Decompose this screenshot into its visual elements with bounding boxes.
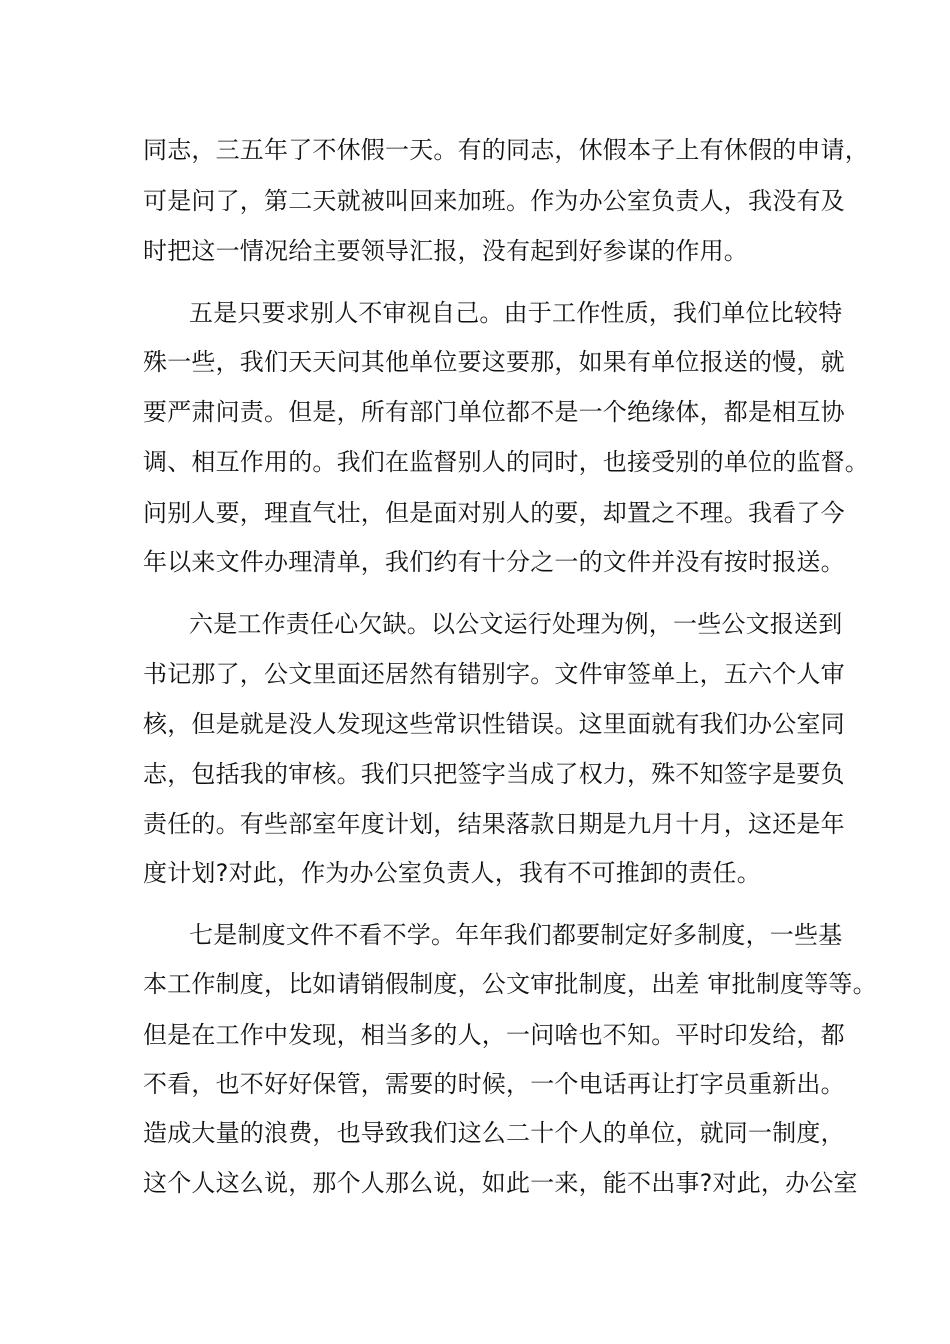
text-line-1: 同志，三五年了不休假一天。有的同志，休假本子上有休假的申请， bbox=[143, 136, 869, 164]
paragraph-6-first-line: 六是工作责任心欠缺。以公文运行处理为例，一些公文报送到 bbox=[189, 610, 843, 638]
text-line-6: 要严肃问责。但是，所有部门单位都不是一个绝缘体，都是相互协 bbox=[143, 398, 845, 426]
paragraph-5-first-line: 五是只要求别人不审视自己。由于工作性质，我们单位比较特 bbox=[189, 299, 843, 327]
text-line-15: 度计划?对此，作为办公室负责人，我有不可推卸的责任。 bbox=[143, 859, 761, 887]
text-line-19: 不看，也不好好保管，需要的时候，一个电话再让打字员重新出。 bbox=[143, 1070, 845, 1098]
text-line-7: 调、相互作用的。我们在监督别人的同时，也接受别的单位的监督。 bbox=[143, 448, 869, 476]
paragraph-7-first-line: 七是制度文件不看不学。年年我们都要制定好多制度，一些基 bbox=[189, 921, 843, 949]
text-line-20: 造成大量的浪费，也导致我们这么二十个人的单位，就同一制度， bbox=[143, 1119, 845, 1147]
text-line-5: 殊一些，我们天天问其他单位要这要那，如果有单位报送的慢，就 bbox=[143, 348, 845, 376]
text-line-12: 核，但是就是没人发现这些常识性错误。这里面就有我们办公室同 bbox=[143, 710, 845, 738]
text-line-14: 责任的。有些部室年度计划，结果落款日期是九月十月，这还是年 bbox=[143, 810, 845, 838]
text-line-17: 本工作制度，比如请销假制度，公文审批制度，出差 审批制度等等。 bbox=[143, 970, 877, 998]
text-line-21: 这个人这么说，那个人那么说，如此一来，能不出事?对此，办公室 bbox=[143, 1169, 858, 1197]
text-line-8: 问别人要，理直气壮，但是面对别人的要，却置之不理。我看了今 bbox=[143, 499, 845, 527]
text-line-18: 但是在工作中发现，相当多的人，一问啥也不知。平时印发给，都 bbox=[143, 1021, 845, 1049]
text-line-13: 志，包括我的审核。我们只把签字当成了权力，殊不知签字是要负 bbox=[143, 760, 845, 788]
text-line-3: 时把这一情况给主要领导汇报，没有起到好参谋的作用。 bbox=[143, 237, 748, 265]
text-line-9: 年以来文件办理清单，我们约有十分之一的文件并没有按时报送。 bbox=[143, 548, 845, 576]
text-line-11: 书记那了，公文里面还居然有错别字。文件审签单上，五六个人审 bbox=[143, 660, 845, 688]
text-line-2: 可是问了，第二天就被叫回来加班。作为办公室负责人，我没有及 bbox=[143, 187, 845, 215]
